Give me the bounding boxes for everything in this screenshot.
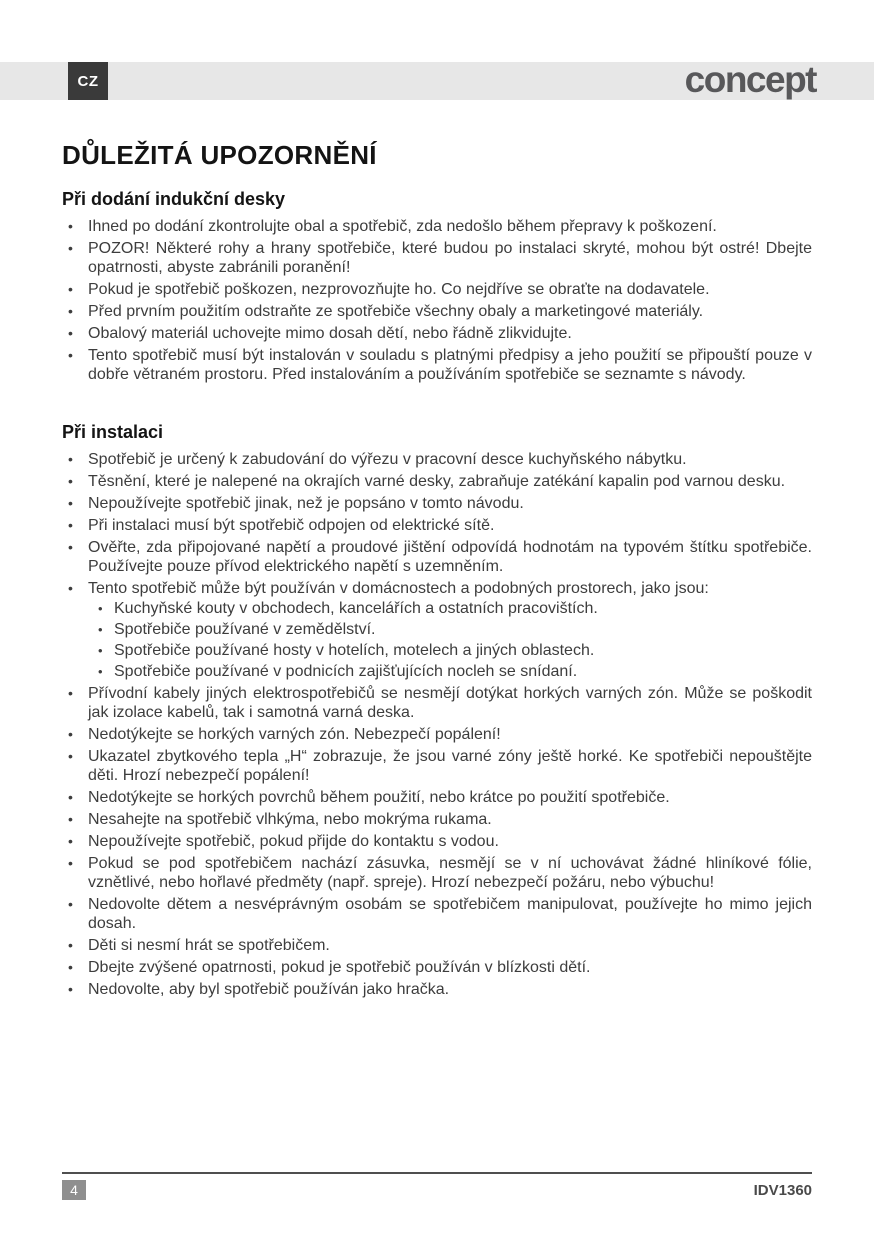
list-item-text: Nedovolte, aby byl spotřebič používán jako hračka. bbox=[88, 981, 450, 998]
list-item-text: Nepoužívejte spotřebič, pokud přijde do kontaktu s vodou. bbox=[88, 833, 499, 850]
list-item bbox=[62, 684, 812, 722]
list-item bbox=[62, 579, 812, 681]
page-footer bbox=[62, 1172, 812, 1200]
sub-list-item bbox=[96, 641, 812, 660]
list-item bbox=[62, 217, 812, 236]
list-item-text: Pokud je spotřebič poškozen, nezprovozňujte ho. Co nejdříve se obraťte na dodavatele. bbox=[88, 281, 710, 298]
language-badge: CZ bbox=[68, 62, 108, 100]
list-item-text: Tento spotřebič musí být instalován v souladu s platnými předpisy a jeho použití se připouští pouze v dobře větraném prostoru. Před instalováním a používáním spotřebiče se seznamte s návody. bbox=[88, 347, 812, 383]
list-item bbox=[62, 302, 812, 321]
concept-logo: concept bbox=[684, 59, 816, 100]
list-item bbox=[62, 346, 812, 384]
list-item-text: Těsnění, které je nalepené na okrajích varné desky, zabraňuje zatékání kapalin pod varnou desku. bbox=[88, 473, 786, 490]
page-title: DŮLEŽITÁ UPOZORNĚNÍ bbox=[62, 140, 377, 170]
list-item bbox=[62, 725, 812, 744]
bullet-list-delivery bbox=[62, 217, 812, 384]
list-item bbox=[62, 747, 812, 785]
list-item-text: Nesahejte na spotřebič vlhkýma, nebo mokrýma rukama. bbox=[88, 811, 492, 828]
list-item bbox=[62, 958, 812, 977]
list-item bbox=[62, 494, 812, 513]
list-item-text: Dbejte zvýšené opatrnosti, pokud je spotřebič používán v blízkosti dětí. bbox=[88, 959, 591, 976]
list-item-text: POZOR! Některé rohy a hrany spotřebiče, které budou po instalaci skryté, mohou být ostré! Dbejte opatrnosti, abyste zabránili poranění! bbox=[88, 240, 812, 276]
list-item bbox=[62, 895, 812, 933]
list-item-text: Nedotýkejte se horkých varných zón. Nebezpečí popálení! bbox=[88, 726, 501, 743]
list-item-text: Ověřte, zda připojované napětí a proudové jištění odpovídá hodnotám na typovém štítku spotřebiče. Používejte pouze přívod elektrického napětí s uzemněním. bbox=[88, 539, 812, 575]
list-item bbox=[62, 980, 812, 999]
sub-list-item bbox=[96, 599, 812, 618]
list-item bbox=[62, 854, 812, 892]
model-number: IDV1360 bbox=[753, 1181, 812, 1199]
list-item-text: Nedovolte dětem a nesvéprávným osobám se spotřebičem manipulovat, používejte ho mimo jejich dosah. bbox=[88, 896, 812, 932]
sub-bullet-list bbox=[96, 599, 812, 681]
list-item-text: Přívodní kabely jiných elektrospotřebičů se nesmějí dotýkat horkých varných zón. Může se poškodit jak izolace kabelů, tak i samotná varná deska. bbox=[88, 685, 812, 721]
list-item bbox=[62, 538, 812, 576]
bullet-list-installation bbox=[62, 450, 812, 999]
list-item bbox=[62, 832, 812, 851]
list-item-text: Nedotýkejte se horkých povrchů během použití, nebo krátce po použití spotřebiče. bbox=[88, 789, 670, 806]
sub-list-item-text: Kuchyňské kouty v obchodech, kancelářích a ostatních pracovištích. bbox=[114, 600, 598, 617]
list-item bbox=[62, 788, 812, 807]
list-item-text: Ihned po dodání zkontrolujte obal a spotřebič, zda nedošlo během přepravy k poškození. bbox=[88, 218, 717, 235]
list-item-text: Spotřebič je určený k zabudování do výřezu v pracovní desce kuchyňského nábytku. bbox=[88, 451, 687, 468]
list-item-text: Ukazatel zbytkového tepla „H“ zobrazuje, že jsou varné zóny ještě horké. Ke spotřebiči nepouštějte děti. Hrozí nebezpečí popálení! bbox=[88, 748, 812, 784]
list-item-text: Před prvním použitím odstraňte ze spotřebiče všechny obaly a marketingové materiály. bbox=[88, 303, 704, 320]
list-item-text: Při instalaci musí být spotřebič odpojen od elektrické sítě. bbox=[88, 517, 495, 534]
list-item-text: Pokud se pod spotřebičem nachází zásuvka, nesmějí se v ní uchovávat žádné hliníkové fólie, vznětlivé, nebo hořlavé předměty (např. spreje). Hrozí nebezpečí požáru, nebo výbuchu! bbox=[88, 855, 812, 891]
page-number-badge: 4 bbox=[62, 1180, 86, 1200]
sub-list-item-text: Spotřebiče používané hosty v hotelích, motelech a jiných oblastech. bbox=[114, 642, 595, 659]
page-content bbox=[62, 100, 812, 1002]
list-item bbox=[62, 516, 812, 535]
list-item bbox=[62, 472, 812, 491]
list-item bbox=[62, 280, 812, 299]
list-item bbox=[62, 810, 812, 829]
list-item bbox=[62, 936, 812, 955]
sub-list-item-text: Spotřebiče používané v zemědělství. bbox=[114, 621, 376, 638]
list-item-text: Nepoužívejte spotřebič jinak, než je popsáno v tomto návodu. bbox=[88, 495, 524, 512]
sub-list-item bbox=[96, 620, 812, 639]
list-item-text: Děti si nesmí hrát se spotřebičem. bbox=[88, 937, 330, 954]
section-delivery bbox=[62, 189, 812, 384]
sub-list-item bbox=[96, 662, 812, 681]
list-item bbox=[62, 450, 812, 469]
list-item bbox=[62, 239, 812, 277]
section-heading-installation: Při instalaci bbox=[62, 422, 164, 442]
list-item bbox=[62, 324, 812, 343]
list-item-text: Tento spotřebič může být používán v domácnostech a podobných prostorech, jako jsou: bbox=[88, 580, 709, 597]
section-heading-delivery: Při dodání indukční desky bbox=[62, 189, 286, 209]
list-item-text: Obalový materiál uchovejte mimo dosah dětí, nebo řádně zlikvidujte. bbox=[88, 325, 572, 342]
section-installation bbox=[62, 422, 812, 999]
sub-list-item-text: Spotřebiče používané v podnicích zajišťujících nocleh se snídaní. bbox=[114, 663, 578, 680]
header-band bbox=[0, 59, 874, 100]
